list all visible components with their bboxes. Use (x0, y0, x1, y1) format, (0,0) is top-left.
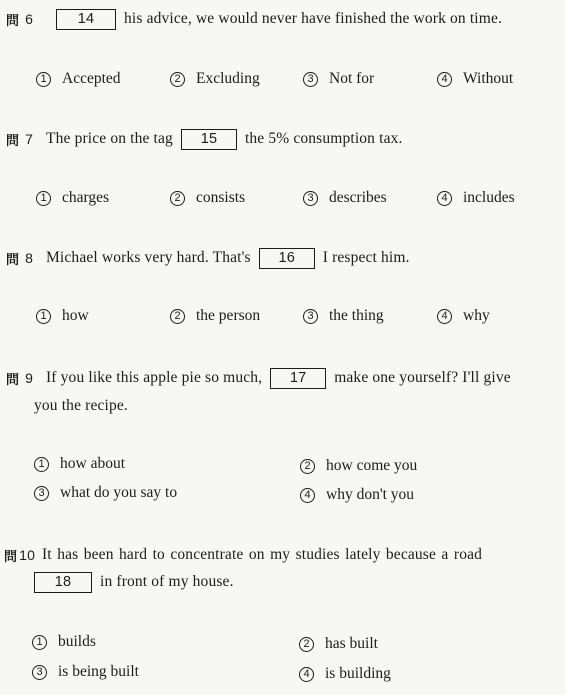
choice-number-icon: 2 (300, 459, 315, 474)
q6-option-4[interactable]: 4 Without (437, 67, 513, 91)
answer-blank-16[interactable]: 16 (259, 248, 315, 269)
question-9-stem-line-2: you the recipe. (34, 397, 128, 414)
question-6-text: his advice, we would never have finished the work on time. (124, 10, 503, 27)
q10-option-1[interactable]: 1 builds (32, 630, 96, 654)
question-8-stem (0, 244, 565, 272)
q10-option-3[interactable]: 3 is being built (32, 660, 139, 684)
choice-number-icon: 3 (32, 665, 47, 680)
question-7-text-after: the 5% consumption tax. (244, 130, 403, 147)
answer-blank-17[interactable]: 17 (270, 368, 326, 389)
choice-number-icon: 1 (36, 309, 51, 324)
question-7-number: 問 7 (6, 131, 34, 149)
answer-blank-18[interactable]: 18 (34, 572, 92, 593)
choice-number-icon: 4 (300, 488, 315, 503)
question-9-text-after: make one yourself? I'll give (334, 369, 511, 386)
choice-number-icon: 4 (437, 191, 452, 206)
choice-number-icon: 2 (170, 191, 185, 206)
choice-number-icon: 2 (170, 309, 185, 324)
choice-number-icon: 1 (34, 457, 49, 472)
q9-option-1[interactable]: 1 how about (34, 452, 125, 476)
choice-number-icon: 1 (32, 635, 47, 650)
choice-number-icon: 1 (36, 191, 51, 206)
question-8-text-after: I respect him. (322, 249, 410, 266)
q9-option-3[interactable]: 3 what do you say to (34, 481, 177, 505)
choice-number-icon: 3 (303, 309, 318, 324)
choice-number-icon: 2 (299, 637, 314, 652)
choice-number-icon: 4 (437, 309, 452, 324)
question-10-text-after: in front of my house. (100, 573, 234, 590)
q8-option-3[interactable]: 3 the thing (303, 304, 384, 328)
q6-option-2[interactable]: 2 Excluding (170, 67, 260, 91)
q10-option-4[interactable]: 4 is building (299, 662, 391, 686)
question-9-text-before: If you like this apple pie so much, (46, 369, 263, 386)
question-8-text-before: Michael works very hard. That's (46, 249, 251, 266)
q7-option-4[interactable]: 4 includes (437, 186, 515, 210)
question-8-number: 問 8 (6, 250, 34, 268)
question-10-stem (0, 541, 565, 569)
choice-number-icon: 4 (299, 667, 314, 682)
q8-option-4[interactable]: 4 why (437, 304, 490, 328)
choice-number-icon: 2 (170, 72, 185, 87)
question-6-stem (0, 5, 565, 33)
q7-option-3[interactable]: 3 describes (303, 186, 387, 210)
choice-number-icon: 3 (34, 486, 49, 501)
q6-option-3[interactable]: 3 Not for (303, 67, 374, 91)
question-7-stem (0, 125, 565, 153)
question-9-number: 問 9 (6, 370, 34, 388)
choice-number-icon: 1 (36, 72, 51, 87)
q8-option-1[interactable]: 1 how (36, 304, 89, 328)
q7-option-1[interactable]: 1 charges (36, 186, 109, 210)
question-6-number: 問 6 (6, 11, 34, 29)
question-10-number: 問 10 (4, 547, 36, 565)
question-10-stem-line-2 (0, 568, 565, 596)
q10-option-2[interactable]: 2 has built (299, 632, 378, 656)
answer-blank-14[interactable]: 14 (56, 9, 116, 30)
q6-option-1[interactable]: 1 Accepted (36, 67, 121, 91)
question-10-text: It has been hard to concentrate on my studies lately because a road (42, 546, 483, 563)
question-9-stem (0, 364, 565, 392)
q7-option-2[interactable]: 2 consists (170, 186, 245, 210)
q8-option-2[interactable]: 2 the person (170, 304, 260, 328)
answer-blank-15[interactable]: 15 (181, 129, 237, 150)
choice-number-icon: 3 (303, 72, 318, 87)
choice-number-icon: 3 (303, 191, 318, 206)
q9-option-2[interactable]: 2 how come you (300, 454, 417, 478)
q9-option-4[interactable]: 4 why don't you (300, 483, 414, 507)
choice-number-icon: 4 (437, 72, 452, 87)
question-7-text-before: The price on the tag (46, 130, 173, 147)
